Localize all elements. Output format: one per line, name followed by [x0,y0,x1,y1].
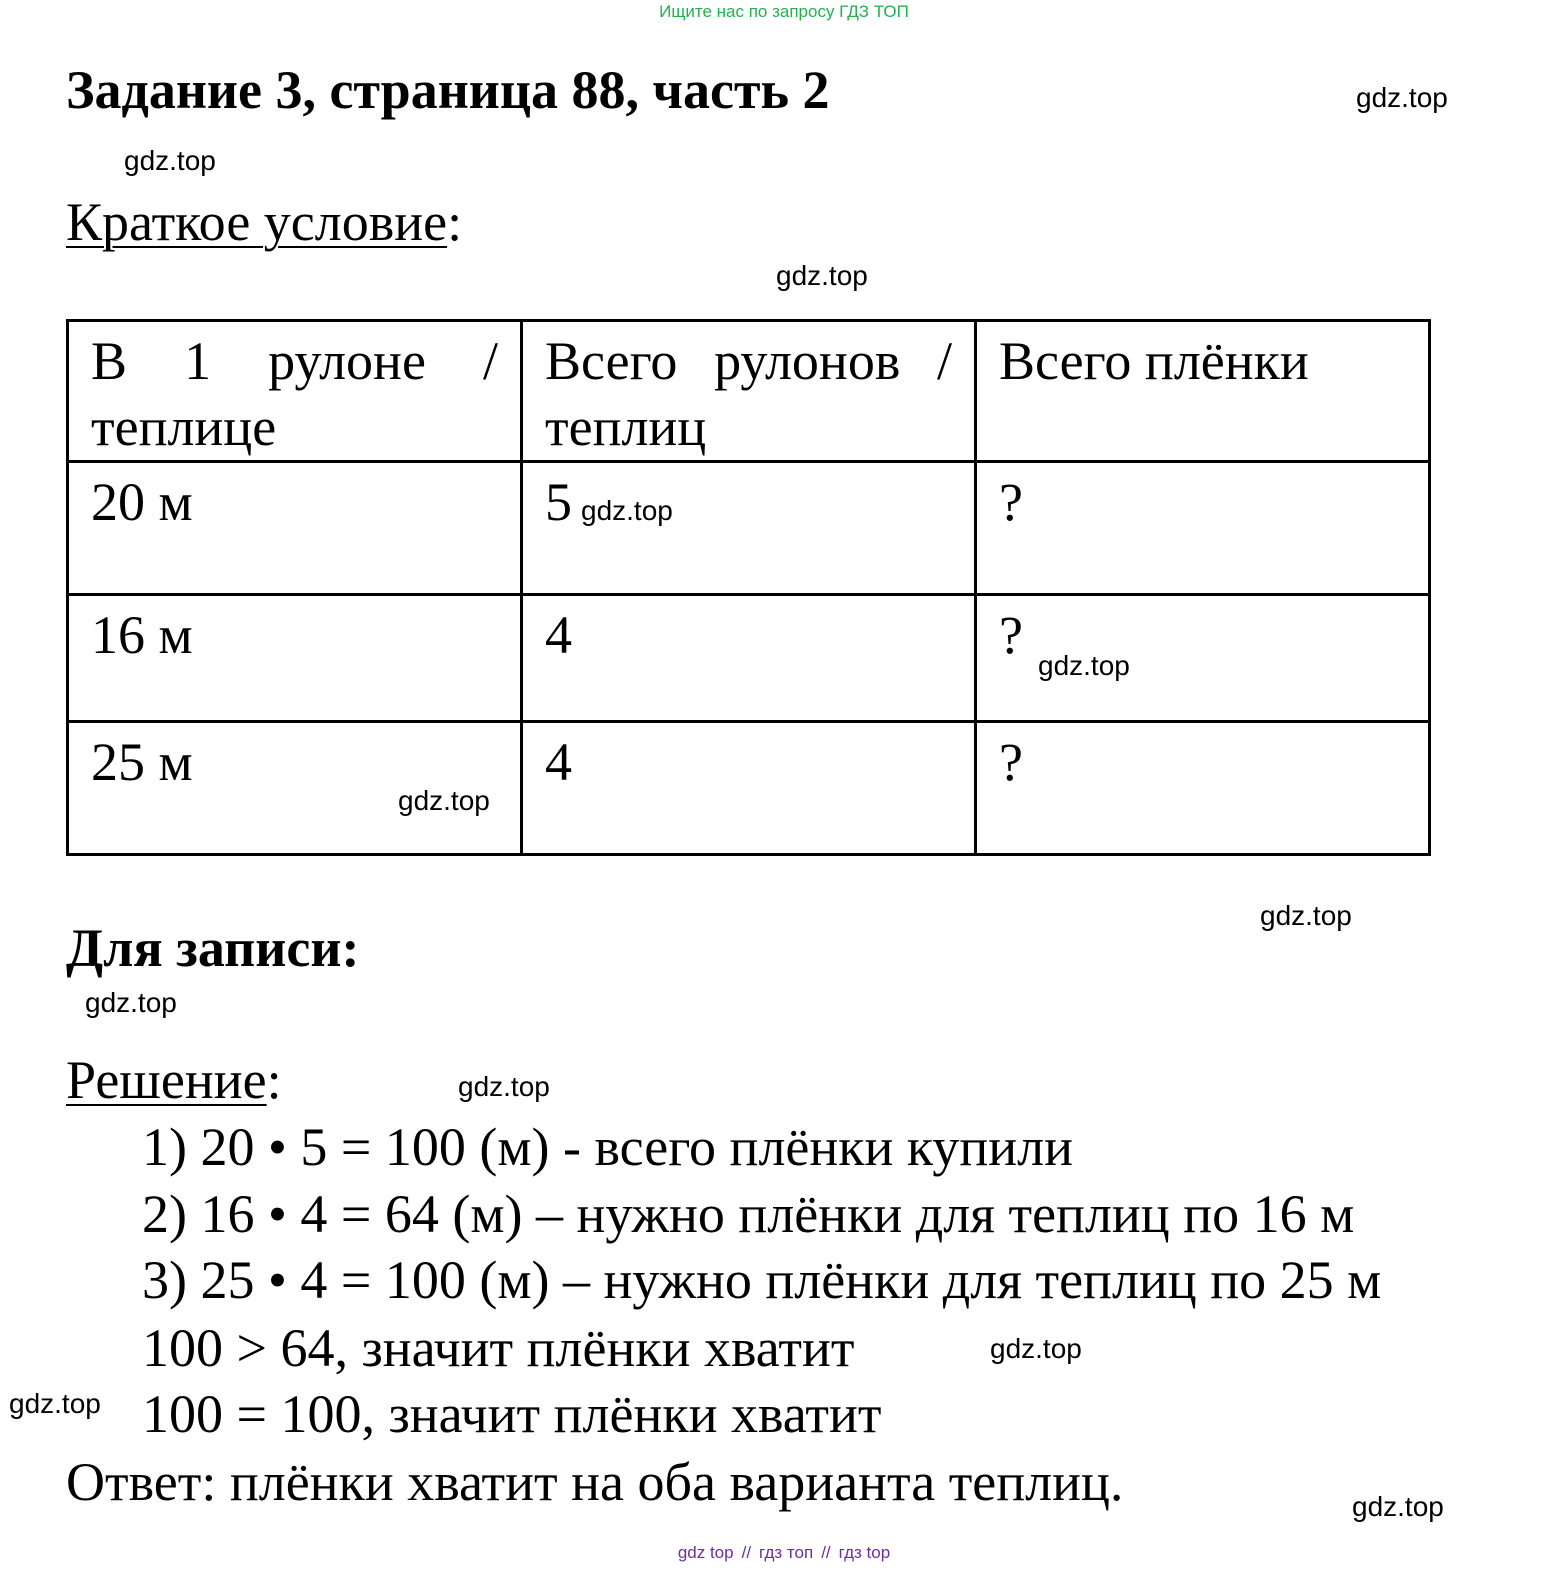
solution-step-2: 2) 16 • 4 = 64 (м) – нужно плёнки для теплиц по 16 м [142,1184,1355,1244]
solution-heading-colon: : [266,1050,282,1110]
watermark: gdz.top [990,1333,1082,1364]
condition-table [66,319,1431,856]
header-cell-total-film: Всего плёнки [976,321,1430,462]
watermark: gdz.top [458,1071,550,1102]
table-row [68,595,1430,722]
header-cell-per-roll: В 1 рулоне / теплице [68,321,522,462]
bottom-banner-separator: // [821,1543,831,1562]
page-title: Задание 3, страница 88, часть 2 [66,60,830,120]
table-cell: 16 м [68,595,522,722]
solution-heading [66,1048,282,1112]
answer-line: Ответ: плёнки хватит на оба варианта теплиц. [66,1452,1124,1512]
condition-heading-colon: : [447,192,463,252]
bottom-banner-link[interactable]: гдз топ [759,1543,814,1562]
bottom-banner-link[interactable]: gdz top [677,1543,734,1562]
table-cell: 25 м [68,722,522,855]
watermark: gdz.top [124,145,216,176]
watermark: gdz.top [9,1388,101,1419]
table-cell: ? [976,595,1430,722]
header-cell-total-rolls: Всего рулонов / теплиц [522,321,976,462]
table-header-row [68,321,1430,462]
record-heading: Для записи: [66,918,360,978]
table-cell: 5 [522,462,976,595]
solution-heading-text: Решение [66,1050,267,1110]
table-row [68,722,1430,855]
solution-step-1: 1) 20 • 5 = 100 (м) - всего плёнки купили [142,1117,1073,1177]
solution-step-3: 3) 25 • 4 = 100 (м) – нужно плёнки для теплиц по 25 м [142,1250,1382,1310]
watermark: gdz.top [776,260,868,291]
comparison-2: 100 = 100, значит плёнки хватит [142,1384,882,1444]
table-cell: 4 [522,595,976,722]
table-cell: ? [976,722,1430,855]
watermark: gdz.top [1038,650,1130,681]
watermark: gdz.top [1352,1491,1444,1522]
bottom-banner-separator: // [741,1543,752,1562]
table-cell: ? [976,462,1430,595]
table-cell: 20 м [68,462,522,595]
watermark: gdz.top [398,785,490,816]
condition-heading [66,190,462,254]
table-row [68,462,1430,595]
watermark: gdz.top [581,495,673,526]
watermark: gdz.top [85,987,177,1018]
watermark: gdz.top [1260,900,1352,931]
bottom-banner [0,1543,1568,1563]
top-banner[interactable]: Ищите нас по запросу ГДЗ ТОП [659,2,909,21]
table-cell: 4 [522,722,976,855]
condition-heading-text: Краткое условие [66,192,448,252]
watermark: gdz.top [1356,82,1448,113]
bottom-banner-link[interactable]: гдз top [838,1543,891,1562]
comparison-1: 100 > 64, значит плёнки хватит [142,1318,855,1378]
